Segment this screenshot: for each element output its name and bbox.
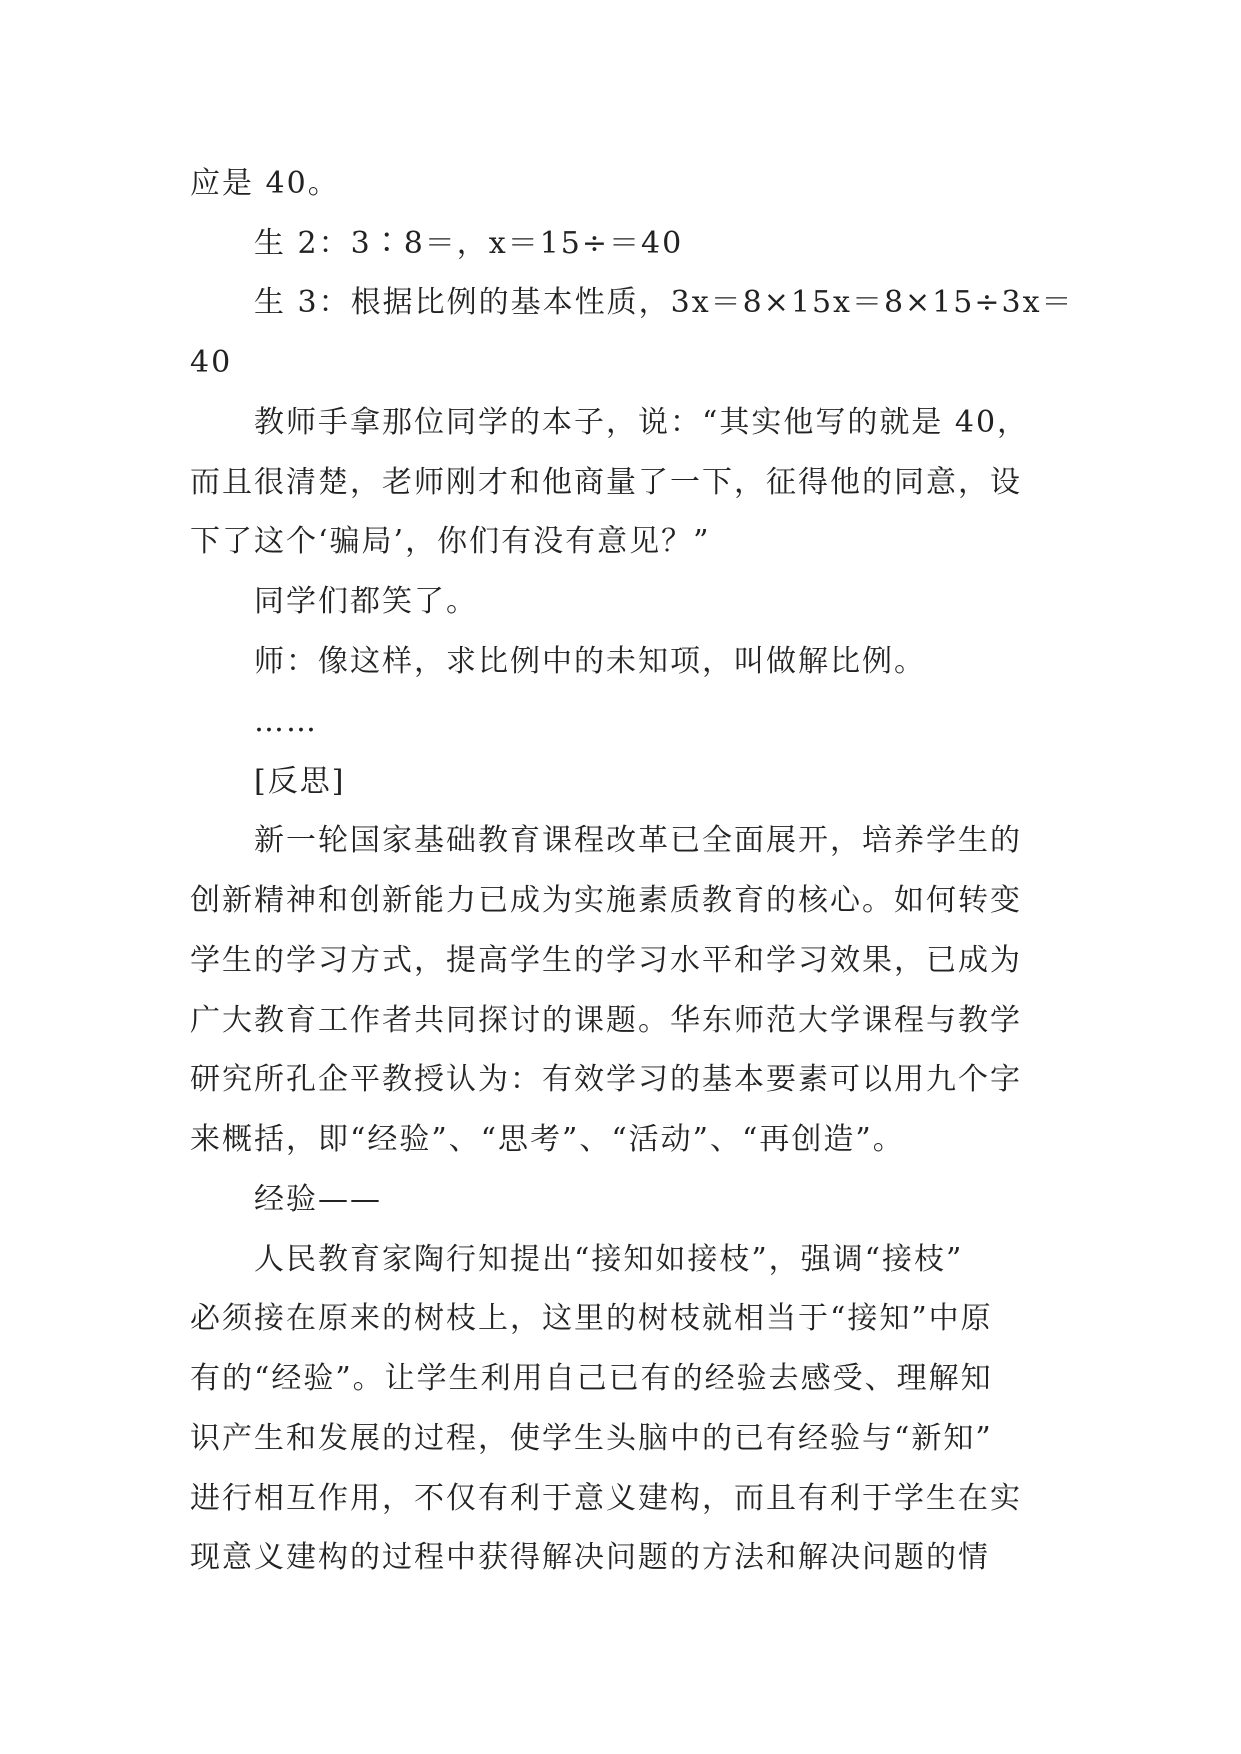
- text-line: 识产生和发展的过程，使学生头脑中的已有经验与“新知”: [190, 1421, 993, 1456]
- text-line: 来概括，即“经验”、“思考”、“活动”、“再创造”。: [190, 1122, 905, 1157]
- text-line: 教师手拿那位同学的本子，说：“其实他写的就是 40，: [254, 405, 1030, 440]
- text-line: 进行相互作用，不仅有利于意义建构，而且有利于学生在实: [190, 1481, 1022, 1516]
- text-line: 新一轮国家基础教育课程改革已全面展开，培养学生的: [254, 823, 1022, 858]
- text-line: ……: [254, 704, 318, 739]
- text-line: 人民教育家陶行知提出“接知如接枝”，强调“接枝”: [254, 1242, 964, 1277]
- section-heading: [反思]: [254, 764, 346, 799]
- text-line: 必须接在原来的树枝上，这里的树枝就相当于“接知”中原: [190, 1301, 993, 1336]
- text-line: 研究所孔企平教授认为：有效学习的基本要素可以用九个字: [190, 1062, 1022, 1097]
- text-line: 创新精神和创新能力已成为实施素质教育的核心。如何转变: [190, 883, 1022, 918]
- text-line: 有的“经验”。让学生利用自己已有的经验去感受、理解知: [190, 1361, 993, 1396]
- text-line: 同学们都笑了。: [254, 584, 478, 619]
- section-heading: 经验——: [254, 1182, 382, 1217]
- text-line: 40: [190, 345, 233, 380]
- text-line: 而且很清楚，老师刚才和他商量了一下，征得他的同意，设: [190, 465, 1022, 500]
- text-line: 生 3：根据比例的基本性质，3x＝8×15x＝8×15÷3x＝: [254, 285, 1074, 320]
- text-line: 广大教育工作者共同探讨的课题。华东师范大学课程与教学: [190, 1003, 1022, 1038]
- text-line: 应是 40。: [190, 166, 340, 201]
- text-line: 师：像这样，求比例中的未知项，叫做解比例。: [254, 644, 926, 679]
- text-line: 下了这个‘骗局’，你们有没有意见？”: [190, 524, 711, 559]
- text-line: 现意义建构的过程中获得解决问题的方法和解决问题的情: [190, 1540, 990, 1575]
- text-line: 生 2：3∶8＝，x＝15÷＝40: [254, 226, 684, 261]
- text-line: 学生的学习方式，提高学生的学习水平和学习效果，已成为: [190, 943, 1022, 978]
